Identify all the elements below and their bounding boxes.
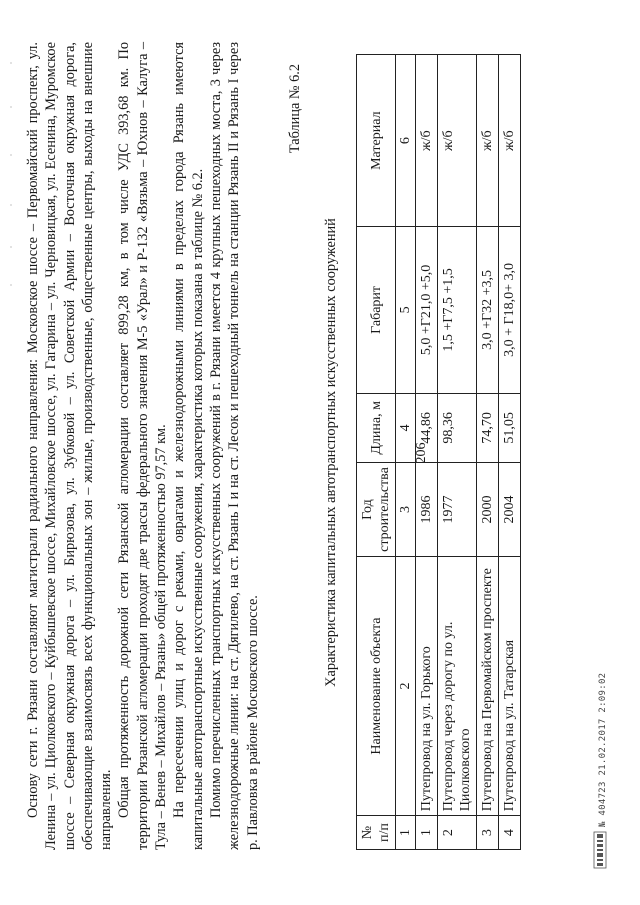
table-header-row bbox=[357, 55, 396, 850]
cell-material: ж/б bbox=[477, 55, 499, 227]
table-index-row bbox=[396, 55, 416, 850]
cell-name: Путепровод через дорогу по ул. Циолковского bbox=[438, 556, 477, 815]
cell-length: 98,36 bbox=[438, 393, 477, 463]
index-cell: 6 bbox=[396, 55, 416, 227]
index-cell: 3 bbox=[396, 463, 416, 557]
index-cell: 1 bbox=[396, 816, 416, 850]
cell-length: 74,70 bbox=[477, 393, 499, 463]
scan-noise bbox=[8, 55, 14, 295]
cell-name: Путепровод на Первомайском проспекте bbox=[477, 556, 499, 815]
table-row bbox=[416, 55, 438, 850]
cell-material: ж/б bbox=[499, 55, 521, 227]
header-year: Год строительства bbox=[357, 463, 396, 557]
header-num: № п/п bbox=[357, 816, 396, 850]
index-cell: 2 bbox=[396, 556, 416, 815]
header-gauge: Габарит bbox=[357, 227, 396, 393]
cell-material: ж/б bbox=[438, 55, 477, 227]
table-row bbox=[438, 55, 477, 850]
table-caption: Характеристика капитальных автотранспортных искусственных сооружений bbox=[323, 218, 339, 687]
cell-year: 2000 bbox=[477, 463, 499, 557]
cell-year: 1986 bbox=[416, 463, 438, 557]
header-name: Наименование объекта bbox=[357, 556, 396, 815]
cell-gauge: 1,5 +Г7,5 +1,5 bbox=[438, 227, 477, 393]
cell-name: Путепровод на ул. Татарская bbox=[499, 556, 521, 815]
cell-num: 1 bbox=[416, 816, 438, 850]
header-length: Длина, м bbox=[357, 393, 396, 463]
table-row bbox=[499, 55, 521, 850]
cell-num: 2 bbox=[438, 816, 477, 850]
table-label: Таблица № 6.2 bbox=[287, 64, 303, 154]
cell-gauge: 3,0 + Г18,0+ 3,0 bbox=[499, 227, 521, 393]
cell-gauge: 5,0 +Г21,0 +5,0 bbox=[416, 227, 438, 393]
cell-length: 44,86 bbox=[416, 393, 438, 463]
paragraph-3: На пересечении улиц и дорог с реками, оврагами и железнодорожными линиями в пределах города Рязань имеются капитальные автотранспортные искусственные сооружения, характеристика которых показана в таблице № 6.2. bbox=[171, 42, 206, 850]
cell-year: 1977 bbox=[438, 463, 477, 557]
index-cell: 5 bbox=[396, 227, 416, 393]
structures-table bbox=[356, 54, 521, 850]
cell-length: 51,05 bbox=[499, 393, 521, 463]
page-number: 206 bbox=[414, 442, 429, 464]
cell-num: 3 bbox=[477, 816, 499, 850]
paragraph-1: Основу сети г. Рязани составляют магистрали радиального направления: Московское шоссе – Первомайский проспект, ул. Ленина – ул. Циолковского – Куйбышевское шоссе, Михайловское шоссе, ул. Гагарина – ул. Черновицкая, ул. Есенина, Муромское шоссе – Северная окружная дорога – ул. Бирюзова, ул. Зубковой – ул. Советской Армии – Восточная окружная дорога, обеспечивающие взаимосвязь всех функциональных зон – жилые, производственные, общественные центры, выходы на внешние направления. bbox=[25, 42, 115, 850]
cell-gauge: 3,0 +Г32 +3,5 bbox=[477, 227, 499, 393]
cell-name: Путепровод на ул. Горького bbox=[416, 556, 438, 815]
paragraph-2: Общая протяженность дорожной сети Рязанской агломерации составляет 899,28 км, в том числе УДС 393,68 км. По территории Рязанской агломерации проходят две трассы федерального значения М-5 «Урал» и Р-132 «Вязьма – Юхнов – Калуга – Тула – Венев – Михайлов – Рязань» общей протяженностью 97,57 км. bbox=[116, 42, 170, 850]
cell-material: ж/б bbox=[416, 55, 438, 227]
electronic-document-logo bbox=[592, 831, 608, 869]
index-cell: 4 bbox=[396, 393, 416, 463]
cell-year: 2004 bbox=[499, 463, 521, 557]
cell-num: 4 bbox=[499, 816, 521, 850]
table-row bbox=[477, 55, 499, 850]
paragraph-4: Помимо перечисленных транспортных искусственных сооружений в г. Рязани имеется 4 крупных пешеходных моста, 3 через железнодорожные линии: на ст. Дягилево, на ст. Рязань I и на ст. Лесок и пешеходный тоннель на станции Рязань II и Рязань I через р. Павловка в районе Московского шоссе. bbox=[207, 42, 261, 850]
registration-stamp: № 404723 21.02.2017 2:09:02 bbox=[598, 672, 608, 827]
header-material: Материал bbox=[357, 55, 396, 227]
body-text bbox=[24, 42, 262, 850]
